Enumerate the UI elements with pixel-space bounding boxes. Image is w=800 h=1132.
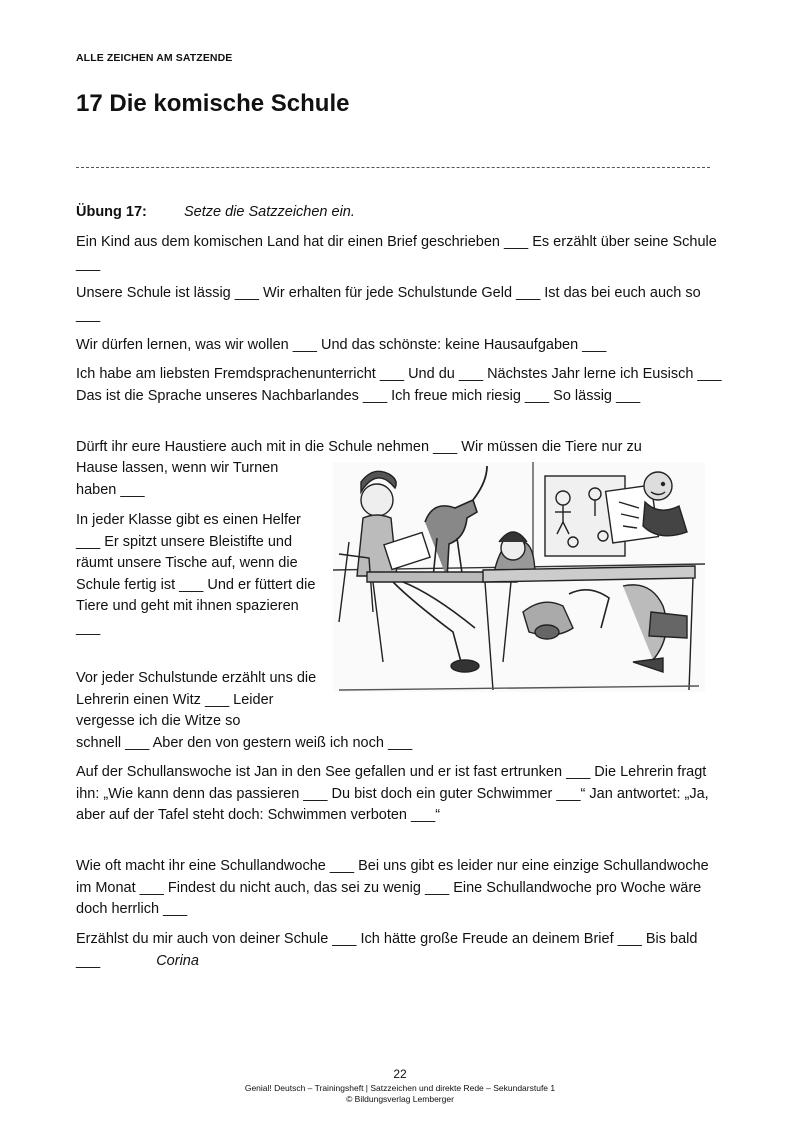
exercise-label: Übung 17: — [76, 204, 147, 220]
page-number: 22 — [393, 1067, 407, 1081]
paragraph-6: In jeder Klasse gibt es einen Helfer ___ Er spitzt unsere Bleistifte und räumt unsere Tische auf, wenn die Schule fertig ist ___ Und er füttert die Tiere und geht mit ihnen spazieren ___ — [76, 512, 316, 636]
section-label: ALLE ZEICHEN AM SATZENDE — [76, 52, 233, 64]
paragraph-10 — [76, 929, 726, 972]
closing-text: Erzählst du mir auch von deiner Schule ___ Ich hätte große Freude an deinem Brief ___ Bis bald ___ — [76, 931, 698, 969]
footer-publication: Genial! Deutsch – Trainingsheft | Satzzeichen und direkte Rede – Sekundarstufe 1 — [244, 1083, 556, 1093]
paragraph-7-part-2: schnell ___ Aber den von gestern weiß ich noch ___ — [76, 735, 413, 751]
exercise-heading — [76, 204, 355, 220]
exercise-instruction: Setze die Satzzeichen ein. — [184, 204, 355, 220]
paragraph-5-rest: Hause lassen, wenn wir Turnen haben ___ — [76, 460, 279, 498]
paragraph-7-part-1: Vor jeder Schulstunde erzählt uns die Lehrerin einen Witz ___ Leider vergesse ich die Witze so — [76, 670, 317, 729]
signature: Corina — [156, 952, 199, 969]
paragraph-9: Wie oft macht ihr eine Schullandwoche ___ Bei uns gibt es leider nur eine einzige Schullandwoche im Monat ___ Findest du nicht auch, das sei zu wenig ___ Eine Schullandwoche pro Woche wäre doch herrlich ___ — [76, 858, 709, 917]
footer-copyright: © Bildungsverlag Lemberger — [346, 1094, 454, 1104]
paragraph-8: Auf der Schullanswoche ist Jan in den See gefallen und er ist fast ertrunken ___ Die Lehrerin fragt ihn: „Wie kann denn das passieren ___ Du bist doch ein guter Schwimmer ___“ Jan antwortet: „Ja, aber auf der Tafel steht doch: Schwimmen verboten ___“ — [76, 764, 709, 823]
paragraph-4: Ich habe am liebsten Fremdsprachenunterricht ___ Und du ___ Nächstes Jahr lerne ich Eusisch ___ Das ist die Sprache unseres Nachbarlandes ___ Ich freue mich riesig ___ So lässig ___ — [76, 366, 722, 404]
paragraph-3: Wir dürfen lernen, was wir wollen ___ Und das schönste: keine Hausaufgaben ___ — [76, 337, 607, 353]
paragraph-2: Unsere Schule ist lässig ___ Wir erhalten für jede Schulstunde Geld ___ Ist das bei euch auch so ___ — [76, 285, 701, 323]
paragraph-1: Ein Kind aus dem komischen Land hat dir einen Brief geschrieben ___ Es erzählt über seine Schule ___ — [76, 234, 717, 272]
classroom-illustration — [333, 462, 705, 692]
paragraph-5-line-1: Dürft ihr eure Haustiere auch mit in die Schule nehmen ___ Wir müssen die Tiere nur zu — [76, 439, 642, 455]
page-title: 17 Die komische Schule — [76, 90, 350, 117]
dashed-divider — [76, 167, 710, 168]
